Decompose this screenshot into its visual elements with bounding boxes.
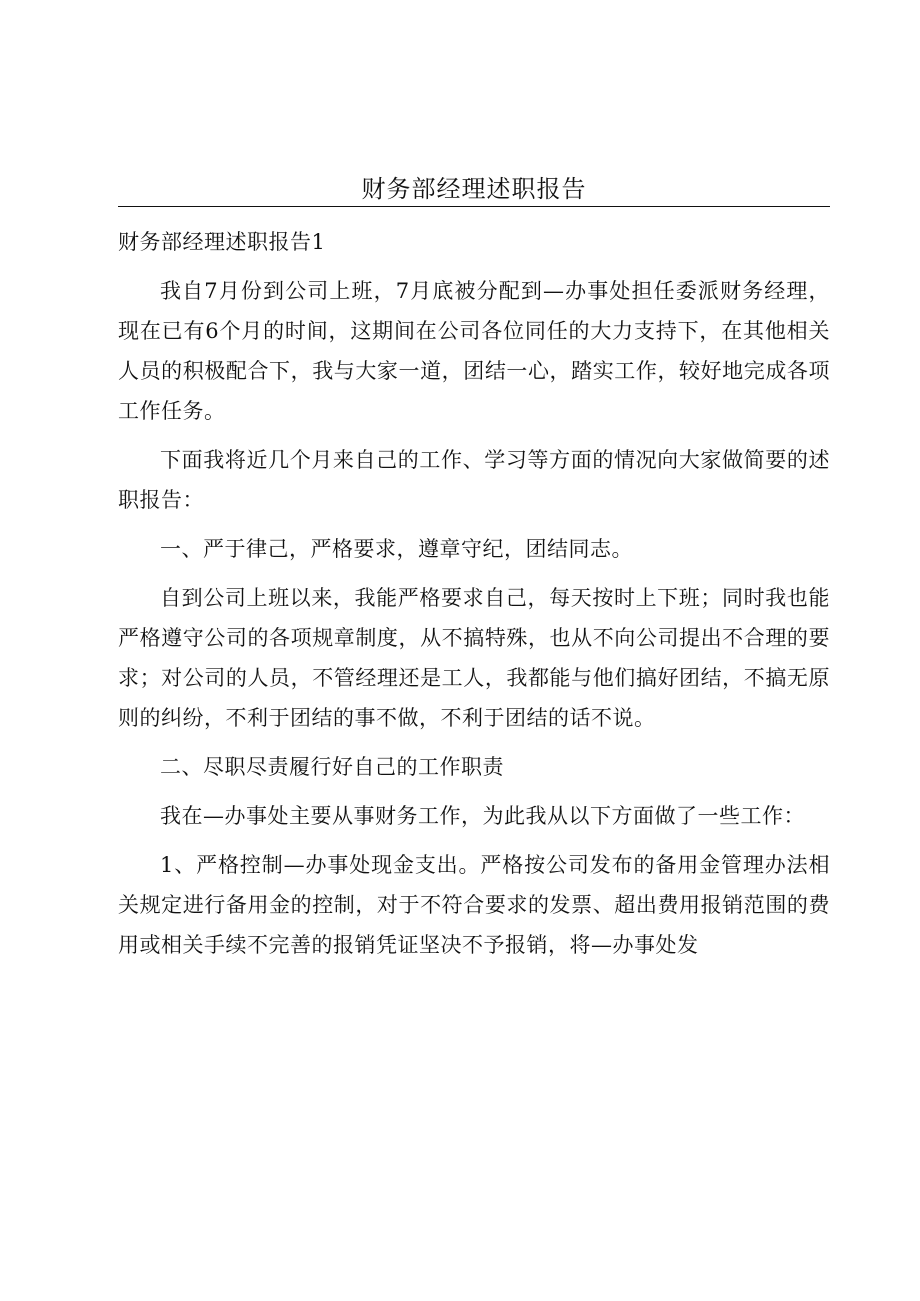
paragraph-intro: 我自7月份到公司上班，7月底被分配到—办事处担任委派财务经理，现在已有6个月的时间，这期间在公司各位同任的大力支持下，在其他相关人员的积极配合下，我与大家一道，团结一心，踏实工作，较好地完成各项工作任务。 [118,279,830,423]
title-underline [118,206,830,207]
document-title: 财务部经理述职报告 [361,175,587,203]
section-heading: 财务部经理述职报告1 [118,230,326,254]
document-body [118,222,830,965]
heading-duties: 二、尽职尽责履行好自己的工作职责 [160,755,504,779]
heading-discipline: 一、严于律己，严格要求，遵章守纪，团结同志。 [160,537,633,561]
paragraph-cash-control: 1、严格控制—办事处现金支出。严格按公司发布的备用金管理办法相关规定进行备用金的控制，对于不符合要求的发票、超出费用报销范围的费用或相关手续不完善的报销凭证坚决不予报销，将—办事处发 [118,853,830,957]
paragraph-discipline: 自到公司上班以来，我能严格要求自己，每天按时上下班；同时我也能严格遵守公司的各项规章制度，从不搞特殊，也从不向公司提出不合理的要求；对公司的人员，不管经理还是工人，我都能与他们搞好团结，不搞无原则的纠纷，不利于团结的事不做，不利于团结的话不说。 [118,586,830,730]
paragraph-summary-lead: 下面我将近几个月来自己的工作、学习等方面的情况向大家做简要的述职报告： [118,448,830,512]
paragraph-duties: 我在—办事处主要从事财务工作，为此我从以下方面做了一些工作： [160,804,805,828]
